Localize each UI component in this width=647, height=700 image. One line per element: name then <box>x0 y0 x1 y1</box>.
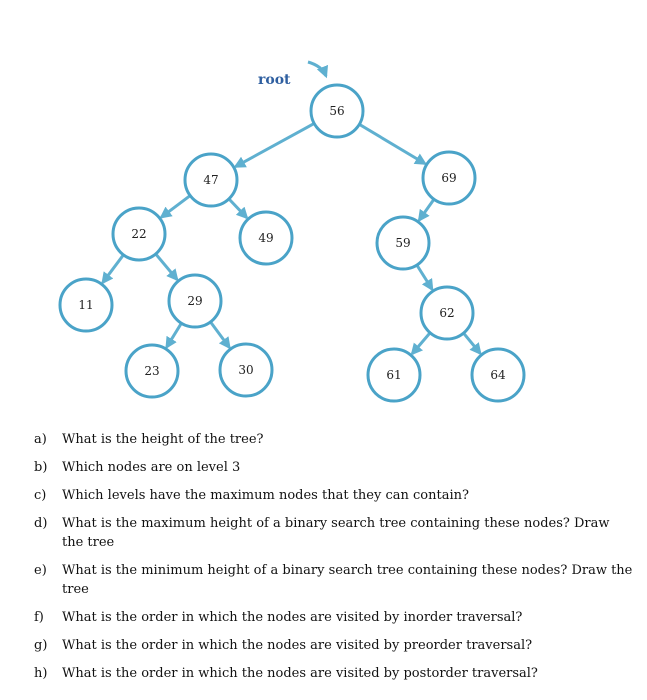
edge-47-22 <box>161 196 190 218</box>
node-label: 56 <box>329 104 345 118</box>
question-item <box>34 486 634 505</box>
tree-node-47 <box>185 154 237 206</box>
root-pointer <box>258 62 326 88</box>
node-label: 29 <box>187 294 203 308</box>
tree-node-22 <box>113 208 165 260</box>
question-text: What is the order in which the nodes are visited by preorder traversal? <box>62 638 533 653</box>
edge-22-11 <box>103 255 124 283</box>
question-item <box>34 636 634 655</box>
question-letter: b) <box>34 460 48 475</box>
node-label: 22 <box>131 227 147 241</box>
question-text: What is the height of the tree? <box>62 432 264 447</box>
tree-node-49 <box>240 212 292 264</box>
tree-node-62 <box>421 287 473 339</box>
node-label: 11 <box>78 298 94 312</box>
edge-29-30 <box>210 322 229 348</box>
question-item <box>34 664 634 683</box>
node-label: 47 <box>203 173 219 187</box>
question-text: What is the maximum height of a binary search tree containing these nodes? Draw the tree <box>62 516 610 550</box>
question-letter: d) <box>34 516 48 531</box>
edge-29-23 <box>167 323 182 347</box>
edge-59-62 <box>417 265 432 289</box>
edge-56-69 <box>359 124 425 163</box>
node-label: 49 <box>258 231 274 245</box>
edge-47-49 <box>229 199 247 218</box>
node-label: 62 <box>439 306 455 320</box>
tree-node-29 <box>169 275 221 327</box>
root-label: root <box>258 72 291 88</box>
node-label: 61 <box>386 368 402 382</box>
question-text: Which levels have the maximum nodes that they can contain? <box>62 488 469 503</box>
question-item <box>34 458 634 477</box>
question-list <box>34 430 634 692</box>
question-letter: a) <box>34 432 47 447</box>
question-text: What is the order in which the nodes are visited by inorder traversal? <box>62 610 523 625</box>
question-item <box>34 561 634 599</box>
tree-node-56 <box>311 85 363 137</box>
node-label: 30 <box>238 363 254 377</box>
root-arrow <box>308 62 326 76</box>
tree-node-23 <box>126 345 178 397</box>
tree-node-30 <box>220 344 272 396</box>
question-text: What is the order in which the nodes are visited by postorder traversal? <box>62 666 538 681</box>
question-letter: e) <box>34 563 47 578</box>
question-letter: g) <box>34 638 48 653</box>
tree-node-64 <box>472 349 524 401</box>
question-letter: f) <box>34 610 44 625</box>
edge-56-47 <box>236 123 315 166</box>
tree-node-69 <box>423 152 475 204</box>
question-letter: h) <box>34 666 48 681</box>
question-letter: c) <box>34 488 47 503</box>
node-label: 59 <box>395 236 411 250</box>
node-label: 69 <box>441 171 457 185</box>
tree-node-59 <box>377 217 429 269</box>
question-text: Which nodes are on level 3 <box>62 460 241 475</box>
edge-22-29 <box>156 254 177 280</box>
edge-62-64 <box>464 333 481 353</box>
node-label: 64 <box>490 368 506 382</box>
edge-69-59 <box>419 199 434 220</box>
question-text: What is the minimum height of a binary search tree containing these nodes? Draw the tree <box>62 563 633 597</box>
question-item <box>34 430 634 449</box>
tree-node-11 <box>60 279 112 331</box>
node-label: 23 <box>144 364 160 378</box>
question-item <box>34 608 634 627</box>
edge-62-61 <box>412 333 430 354</box>
question-item <box>34 514 634 552</box>
tree-node-61 <box>368 349 420 401</box>
